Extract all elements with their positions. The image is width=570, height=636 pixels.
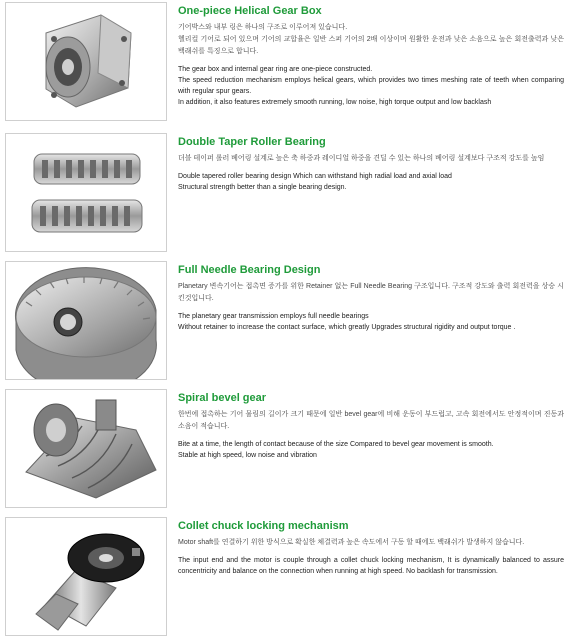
collet-chuck-icon (6, 518, 166, 635)
feature-description-english: The input end and the motor is couple through a collet chuck locking mechanism, It is dynamically balanced to assure concentricity and balance on the connection when running at high speed. No backlash for transmission. (178, 557, 564, 575)
bearing-icon (6, 134, 166, 251)
gearbox-icon (6, 3, 166, 120)
feature-description-korean: 한번에 접촉하는 기어 물림의 길이가 크기 때문에 일반 bevel gear에 비해 운동이 부드럽고, 고속 회전에서도 안정적이며 진동과 소음이 적습니다. (178, 411, 564, 430)
feature-description-korean: Planetary 변속기어는 접촉면 증가를 위한 Retainer 없는 Full Needle Bearing 구조입니다. 구조적 강도와 출력 회전력을 상승 시킨것입니다. (178, 283, 564, 302)
collet-chuck-photo (5, 517, 167, 636)
feature-description-korean: 더블 테이퍼 롤러 베어링 설계로 높은 축 하중과 레이디얼 하중을 견딜 수 있는 하나의 베어링 설계보다 구조적 강도를 높임 (178, 155, 545, 162)
spiral-bevel-gear-photo (5, 389, 167, 508)
feature-title: Spiral bevel gear (178, 392, 267, 404)
taper-roller-bearing-photo (5, 133, 167, 252)
feature-text (178, 264, 564, 333)
feature-title: Collet chuck locking mechanism (178, 520, 349, 532)
feature-description-english: The planetary gear transmission employs full needle bearings Without retainer to increase the contact surface, which greatly Upgrades structural rigidity and output torque . (178, 313, 516, 331)
feature-text (178, 136, 564, 193)
feature-description-korean: 기어박스와 내부 링은 하나의 구조로 이루어져 있습니다. 헬리컬 기어로 되어 있으며 기어의 교합율은 일반 스퍼 기어의 2배 이상이며 원활한 운전과 낮은 소음으로 높은 회전출력과 낮은 백래쉬를 특징으로 합니다. (178, 24, 564, 55)
feature-title: One-piece Helical Gear Box (178, 5, 322, 17)
feature-title: Double Taper Roller Bearing (178, 136, 326, 148)
gear-icon (6, 262, 166, 379)
feature-description-english: The gear box and internal gear ring are one-piece constructed. The speed reduction mechanism employs helical gears, which provides two times meshing rate of teeth when comparing with regular spur gears. In addition, it also features extremely smooth running, low noise, high torque output and low backlash (178, 66, 564, 106)
bevel-gear-icon (6, 390, 166, 507)
feature-description-korean: Motor shaft를 연결하기 위한 방식으로 확실한 체결력과 높은 속도에서 구동 할 때에도 백래쉬가 발생하지 않습니다. (178, 539, 525, 546)
feature-text (178, 5, 564, 108)
feature-description-english: Double tapered roller bearing design Which can withstand high radial load and axial load Structural strength better than a single bearing design. (178, 173, 452, 191)
needle-bearing-gear-photo (5, 261, 167, 380)
feature-description-english: Bite at a time, the length of contact because of the size Compared to bevel gear movement is smooth. Stable at high speed, low noise and vibration (178, 441, 494, 459)
feature-text (178, 520, 564, 577)
feature-text (178, 392, 564, 461)
feature-title: Full Needle Bearing Design (178, 264, 321, 276)
helical-gearbox-photo (5, 2, 167, 121)
